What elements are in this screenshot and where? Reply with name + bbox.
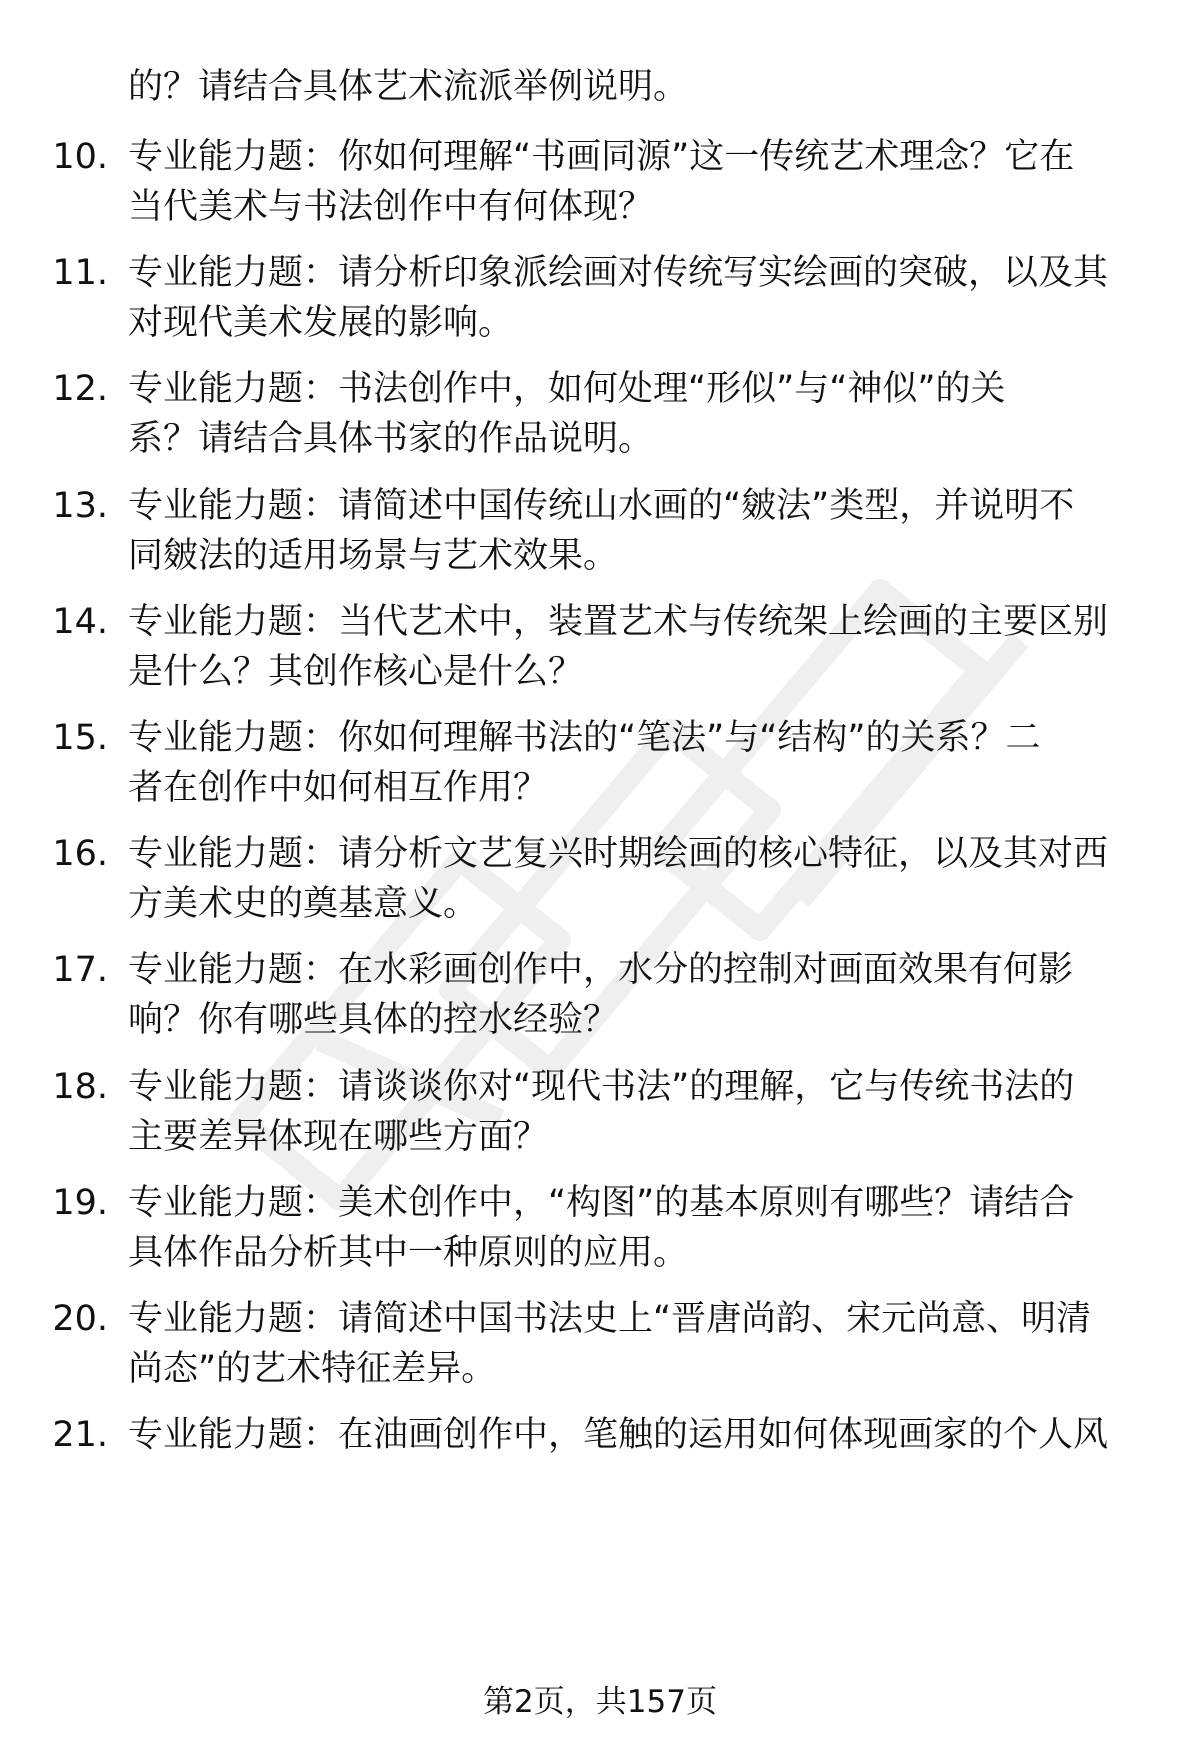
question-text-line-2: 尚态”的艺术特征差异。 — [128, 1349, 497, 1389]
page-footer: 第2页，共157页 — [483, 1684, 717, 1720]
question-item — [0, 945, 1200, 1045]
question-number: 17. — [52, 950, 108, 990]
question-item — [0, 597, 1200, 697]
question-item — [0, 481, 1200, 581]
question-text-line-1: 专业能力题：请分析印象派绘画对传统写实绘画的突破，以及其 — [128, 253, 1109, 293]
question-text-line-1: 专业能力题：你如何理解“书画同源”这一传统艺术理念？它在 — [128, 137, 1075, 177]
question-item — [0, 132, 1200, 232]
question-text-line-2: 对现代美术发展的影响。 — [128, 303, 514, 343]
question-text-line-1: 专业能力题：在油画创作中，笔触的运用如何体现画家的个人风 — [128, 1415, 1109, 1455]
question-number: 19. — [52, 1183, 108, 1223]
question-item — [0, 1410, 1200, 1510]
question-text-line-1: 专业能力题：你如何理解书法的“笔法”与“结构”的关系？二 — [128, 718, 1041, 758]
question-number: 18. — [52, 1067, 108, 1107]
question-text-line-1: 专业能力题：当代艺术中，装置艺术与传统架上绘画的主要区别 — [128, 602, 1109, 642]
question-text-line-2: 当代美术与书法创作中有何体现？ — [128, 187, 654, 227]
question-number: 14. — [52, 602, 108, 642]
question-text-line-2: 主要差异体现在哪些方面？ — [128, 1117, 549, 1157]
question-text-line-1: 专业能力题：请分析文艺复兴时期绘画的核心特征，以及其对西 — [128, 834, 1109, 874]
question-item — [0, 1294, 1200, 1394]
question-text-line-1: 专业能力题：请简述中国传统山水画的“皴法”类型，并说明不 — [128, 486, 1075, 526]
question-item — [0, 1062, 1200, 1162]
question-item — [0, 248, 1200, 348]
question-item — [0, 1178, 1200, 1278]
question-text-line-1: 专业能力题：请简述中国书法史上“晋唐尚韵、宋元尚意、明清 — [128, 1299, 1092, 1339]
question-text-line-2: 具体作品分析其中一种原则的应用。 — [128, 1233, 689, 1273]
question-item — [0, 713, 1200, 813]
question-text-line-2: 同皴法的适用场景与艺术效果。 — [128, 536, 619, 576]
continued-question-text: 的？请结合具体艺术流派举例说明。 — [128, 67, 689, 107]
question-text-line-2: 响？你有哪些具体的控水经验？ — [128, 1000, 619, 1040]
question-text-line-2: 是什么？其创作核心是什么？ — [128, 652, 584, 692]
question-number: 16. — [52, 834, 108, 874]
question-text-line-1: 专业能力题：美术创作中，“构图”的基本原则有哪些？请结合 — [128, 1183, 1075, 1223]
question-number: 20. — [52, 1299, 108, 1339]
question-text-line-2: 系？请结合具体书家的作品说明。 — [128, 419, 654, 459]
question-number: 12. — [52, 369, 108, 409]
question-number: 11. — [52, 253, 108, 293]
question-text-line-2: 者在创作中如何相互作用？ — [128, 768, 549, 808]
question-number: 15. — [52, 718, 108, 758]
question-text-line-2: 方美术史的奠基意义。 — [128, 884, 479, 924]
question-number: 21. — [52, 1415, 108, 1455]
question-text-line-1: 专业能力题：书法创作中，如何处理“形似”与“神似”的关 — [128, 369, 1006, 409]
question-number: 13. — [52, 486, 108, 526]
question-text-line-1: 专业能力题：在水彩画创作中，水分的控制对画面效果有何影 — [128, 950, 1074, 990]
question-number: 10. — [52, 137, 108, 177]
question-item — [0, 829, 1200, 929]
question-text-line-1: 专业能力题：请谈谈你对“现代书法”的理解，它与传统书法的 — [128, 1067, 1075, 1107]
question-item — [0, 364, 1200, 464]
